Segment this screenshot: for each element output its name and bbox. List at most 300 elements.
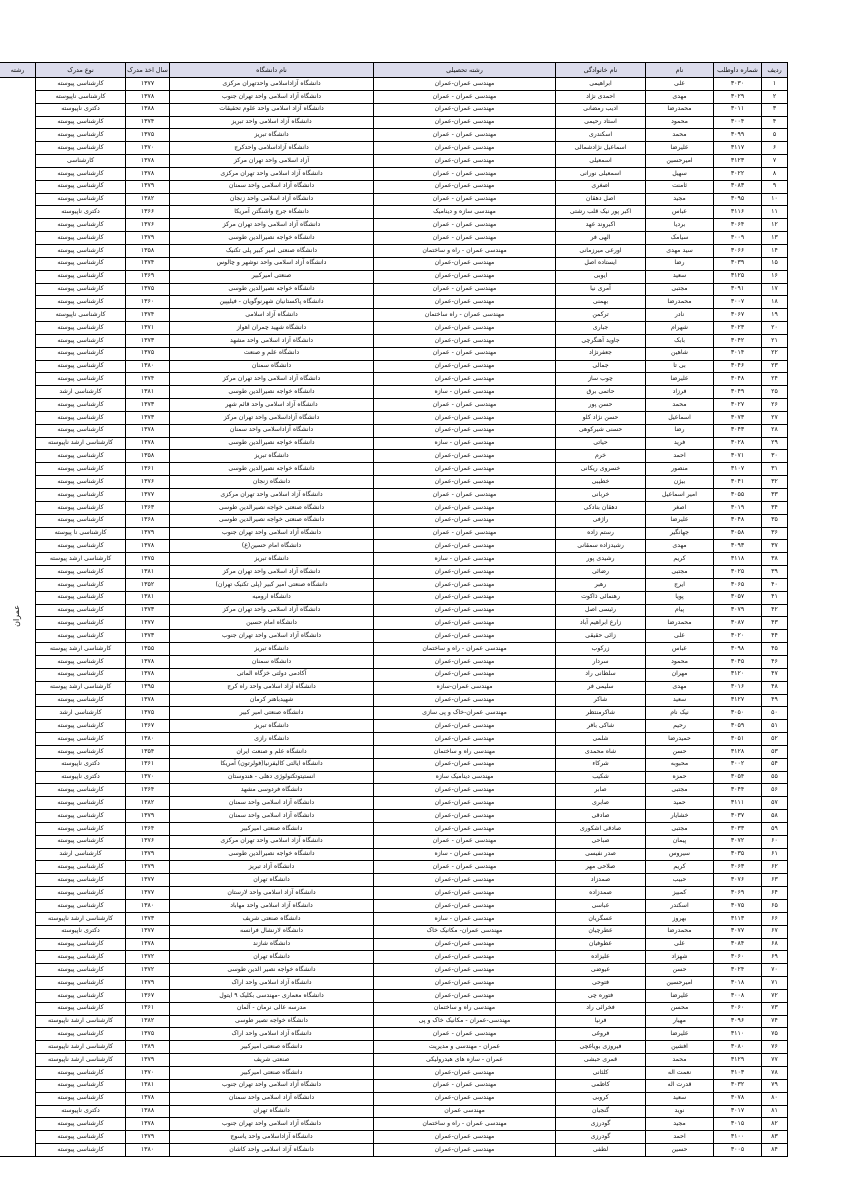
- cell-madrak: کارشناسی پیوسته: [36, 887, 126, 900]
- cell-radif: ۵۸: [762, 810, 788, 823]
- cell-radif: ۴۸: [762, 681, 788, 694]
- cell-radif: ۲۲: [762, 347, 788, 360]
- cell-sal: ۱۳۶۷: [126, 720, 170, 733]
- table-row: [0, 668, 788, 681]
- table-row: [0, 1054, 788, 1067]
- cell-madrak: کارشناسی پیوسته: [36, 193, 126, 206]
- table-row: [0, 232, 788, 245]
- cell-shomare: ۳۰۱۷: [714, 1105, 762, 1118]
- cell-nam: عباس: [646, 206, 714, 219]
- cell-family: اکبر پور نیک قلب رشتی: [556, 206, 646, 219]
- cell-madrak: کارشناسی پیوسته: [36, 566, 126, 579]
- table-row: [0, 424, 788, 437]
- cell-sal: ۱۳۷۹: [126, 1131, 170, 1144]
- cell-nam: ایرج: [646, 578, 714, 591]
- cell-shomare: ۳۰۱۹: [714, 501, 762, 514]
- cell-madrak: کارشناسی پیوسته: [36, 630, 126, 643]
- cell-madrak: کارشناسی پیوسته: [36, 874, 126, 887]
- cell-nam: مجید: [646, 193, 714, 206]
- cell-reshteh: مهندسی عمران-عمران: [374, 964, 556, 977]
- cell-madrak: کارشناسی پیوسته: [36, 1002, 126, 1015]
- cell-radif: ۳: [762, 103, 788, 116]
- cell-nam: علیرضا: [646, 989, 714, 1002]
- cell-daneshgah: دانشگاه خواجه نصیرالدین طوسی: [170, 848, 374, 861]
- cell-radif: ۵۵: [762, 771, 788, 784]
- cell-reshteh: مهندسی عمران-عمران: [374, 874, 556, 887]
- cell-nam: بیژن: [646, 476, 714, 489]
- cell-radif: ۶۹: [762, 951, 788, 964]
- cell-madrak: کارشناسی پیوسته: [36, 1066, 126, 1079]
- cell-sal: ۱۳۶۷: [126, 989, 170, 1002]
- cell-reshteh: مهندسی عمران-عمران: [374, 296, 556, 309]
- cell-madrak: کارشناسی پیوسته: [36, 463, 126, 476]
- cell-radif: ۲: [762, 90, 788, 103]
- cell-radif: ۴۷: [762, 668, 788, 681]
- cell-madrak: کارشناسی پیوسته: [36, 540, 126, 553]
- cell-nam: علیرضا: [646, 1028, 714, 1041]
- cell-madrak: کارشناسی پیوسته: [36, 1079, 126, 1092]
- cell-radif: ۵۴: [762, 758, 788, 771]
- cell-shomare: ۳۱۲۵: [714, 270, 762, 283]
- cell-nam: مجید: [646, 1118, 714, 1131]
- cell-shomare: ۳۰۴۸: [714, 514, 762, 527]
- table-row: [0, 78, 788, 91]
- cell-shomare: ۳۰۱۸: [714, 977, 762, 990]
- cell-family: ترکمن: [556, 309, 646, 322]
- table-row: [0, 951, 788, 964]
- cell-family: دهقان بنادکی: [556, 501, 646, 514]
- cell-daneshgah: دانشگاه آزاد اسلامی واحد سمنان: [170, 797, 374, 810]
- cell-sal: ۱۳۷۷: [126, 489, 170, 502]
- cell-shomare: ۳۰۸۳: [714, 180, 762, 193]
- cell-daneshgah: صنعتی شریف: [170, 1054, 374, 1067]
- cell-daneshgah: دانشگاه پاکستانیان شهرنوگویان - فیلیپین: [170, 296, 374, 309]
- cell-sal: ۱۳۷۸: [126, 90, 170, 103]
- cell-sal: ۱۳۸۸: [126, 1105, 170, 1118]
- cell-daneshgah: دانشگاه خواجه نصیرالدین طوسی: [170, 283, 374, 296]
- cell-reshteh: مهندسی عمران-عمران: [374, 1131, 556, 1144]
- cell-radif: ۵۱: [762, 720, 788, 733]
- cell-reshteh: مهندسی عمران-عمران: [374, 668, 556, 681]
- cell-daneshgah: آکادمی دولتی خزگاه الماتی: [170, 668, 374, 681]
- table-row: [0, 411, 788, 424]
- cell-nam: شهرام: [646, 322, 714, 335]
- cell-reshteh: مهندسی عمران-سازه: [374, 681, 556, 694]
- table-row: [0, 797, 788, 810]
- cell-daneshgah: دانشگاه خواجه نصیرالدین طوسی: [170, 463, 374, 476]
- cell-nam: سعید: [646, 694, 714, 707]
- cell-shomare: ۳۰۲۳: [714, 322, 762, 335]
- cell-shomare: ۳۱۲۰: [714, 668, 762, 681]
- cell-family: فیروزی بویاغچی: [556, 1041, 646, 1054]
- cell-family: صابر: [556, 784, 646, 797]
- cell-radif: ۶۷: [762, 925, 788, 938]
- cell-group-discipline: [0, 78, 36, 1157]
- cell-radif: ۴۳: [762, 617, 788, 630]
- cell-sal: ۱۳۷۵: [126, 283, 170, 296]
- cell-daneshgah: دانشگاه آزاد اسلامی: [170, 309, 374, 322]
- cell-daneshgah: دانشگاه امام حسین(ع): [170, 540, 374, 553]
- cell-radif: ۳۰: [762, 450, 788, 463]
- cell-reshteh: عمران - سازه های هیدرولیکی: [374, 1054, 556, 1067]
- cell-nam: شهزاد: [646, 951, 714, 964]
- cell-shomare: ۳۰۳۰: [714, 78, 762, 91]
- cell-reshteh: مهندسی عمران-عمران: [374, 450, 556, 463]
- cell-reshteh: مهندسی عمران - سازه: [374, 848, 556, 861]
- cell-daneshgah: دانشگاه آزاداسلامی واحدتهران مرکزی: [170, 78, 374, 91]
- cell-reshteh: مهندسی عمران: [374, 1105, 556, 1118]
- col-header-family: نام خانوادگی: [556, 63, 646, 78]
- cell-madrak: کارشناسی پیوسته: [36, 167, 126, 180]
- cell-radif: ۳۸: [762, 553, 788, 566]
- cell-radif: ۶۸: [762, 938, 788, 951]
- cell-reshteh: مهندسی عمران-عمران: [374, 822, 556, 835]
- cell-shomare: ۳۱۱۸: [714, 553, 762, 566]
- cell-sal: ۱۳۷۷: [126, 617, 170, 630]
- cell-shomare: ۳۱۲۷: [714, 694, 762, 707]
- cell-nam: خشایار: [646, 810, 714, 823]
- cell-nam: عباس: [646, 643, 714, 656]
- cell-shomare: ۳۰۰۴: [714, 116, 762, 129]
- table-row: [0, 707, 788, 720]
- cell-family: الهی فر: [556, 232, 646, 245]
- cell-reshteh: مهندسی راه و ساختمان: [374, 745, 556, 758]
- cell-family: رهبر: [556, 578, 646, 591]
- cell-radif: ۵۳: [762, 745, 788, 758]
- cell-shomare: ۳۰۸۷: [714, 617, 762, 630]
- cell-reshteh: مهندسی عمران - سازه: [374, 386, 556, 399]
- cell-family: صمدزاد: [556, 874, 646, 887]
- cell-radif: ۷۶: [762, 1041, 788, 1054]
- table-row: [0, 900, 788, 913]
- cell-nam: مهدی: [646, 681, 714, 694]
- cell-sal: ۱۳۷۸: [126, 655, 170, 668]
- cell-family: شلمی: [556, 733, 646, 746]
- cell-radif: ۲۹: [762, 437, 788, 450]
- table-row: [0, 912, 788, 925]
- cell-reshteh: مهندسی عمران - عمران: [374, 835, 556, 848]
- cell-sal: ۱۳۷۳: [126, 630, 170, 643]
- cell-sal: ۱۳۵۴: [126, 745, 170, 758]
- cell-nam: مجتبی: [646, 283, 714, 296]
- col-header-group: رشته: [0, 63, 36, 78]
- cell-reshteh: مهندسی عمران - راه ساختمان: [374, 309, 556, 322]
- cell-family: احمدی نژاد: [556, 90, 646, 103]
- cell-sal: ۱۳۷۹: [126, 527, 170, 540]
- cell-nam: جهانگیر: [646, 527, 714, 540]
- cell-shomare: ۳۰۲۸: [714, 437, 762, 450]
- cell-reshteh: مهندسی سازه و دینامیک: [374, 206, 556, 219]
- cell-family: شاکر: [556, 694, 646, 707]
- cell-daneshgah: دانشگاه سمنان: [170, 655, 374, 668]
- cell-reshteh: مهندسی عمران-عمران: [374, 733, 556, 746]
- cell-shomare: ۳۱۱۳: [714, 912, 762, 925]
- cell-sal: ۱۳۷۵: [126, 553, 170, 566]
- cell-daneshgah: دانشگاه آزاد اسلامی واحد تهران مرکزی: [170, 167, 374, 180]
- cell-sal: ۱۳۷۸: [126, 1118, 170, 1131]
- cell-sal: ۱۳۷۵: [126, 347, 170, 360]
- cell-madrak: کارشناسی پیوسته: [36, 578, 126, 591]
- cell-radif: ۱۵: [762, 257, 788, 270]
- cell-reshteh: مهندسی عمران-عمران: [374, 720, 556, 733]
- cell-daneshgah: دانشگاه شهید چمران اهواز: [170, 322, 374, 335]
- cell-madrak: کارشناسی پیوسته: [36, 1028, 126, 1041]
- cell-nam: علی: [646, 630, 714, 643]
- cell-nam: شاهین: [646, 347, 714, 360]
- table-row: [0, 103, 788, 116]
- table-header-row: [0, 63, 788, 78]
- cell-radif: ۱: [762, 78, 788, 91]
- cell-nam: محمد: [646, 1054, 714, 1067]
- cell-reshteh: مهندسی عمران - عمران: [374, 283, 556, 296]
- cell-shomare: ۳۰۹۸: [714, 643, 762, 656]
- cell-nam: منصور: [646, 463, 714, 476]
- cell-sal: ۱۳۷۷: [126, 78, 170, 91]
- cell-sal: ۱۳۷۵: [126, 707, 170, 720]
- cell-shomare: ۳۱۲۹: [714, 1054, 762, 1067]
- cell-sal: ۱۳۸۲: [126, 193, 170, 206]
- cell-sal: ۱۳۷۹: [126, 848, 170, 861]
- cell-radif: ۵۰: [762, 707, 788, 720]
- table-row: [0, 476, 788, 489]
- table-row: [0, 1118, 788, 1131]
- table-row: [0, 489, 788, 502]
- cell-reshteh: مهندسی عمران-عمران: [374, 989, 556, 1002]
- cell-reshteh: مهندسی عمران-عمران: [374, 476, 556, 489]
- cell-madrak: دکتری ناپیوسته: [36, 103, 126, 116]
- cell-family: لطفی: [556, 1144, 646, 1157]
- table-row: [0, 527, 788, 540]
- cell-sal: ۱۳۷۶: [126, 835, 170, 848]
- cell-sal: ۱۳۸۲: [126, 1015, 170, 1028]
- cell-shomare: ۳۰۶۹: [714, 887, 762, 900]
- cell-daneshgah: دانشگاه تهران: [170, 951, 374, 964]
- cell-radif: ۳۳: [762, 489, 788, 502]
- cell-nam: حمزه: [646, 771, 714, 784]
- cell-shomare: ۳۰۳۵: [714, 848, 762, 861]
- cell-radif: ۲۸: [762, 424, 788, 437]
- cell-radif: ۲۴: [762, 373, 788, 386]
- cell-radif: ۱۳: [762, 232, 788, 245]
- col-header-daneshgah: نام دانشگاه: [170, 63, 374, 78]
- cell-madrak: کارشناسی پیوسته: [36, 257, 126, 270]
- cell-sal: ۱۳۵۸: [126, 450, 170, 463]
- table-row: [0, 771, 788, 784]
- cell-family: حسن نژاد کلو: [556, 411, 646, 424]
- cell-family: راژفی: [556, 514, 646, 527]
- cell-nam: محمدرضا: [646, 925, 714, 938]
- cell-family: اسمعیلی: [556, 155, 646, 168]
- cell-shomare: ۳۱۱۶: [714, 206, 762, 219]
- cell-daneshgah: دانشگاه فردوسی مشهد: [170, 784, 374, 797]
- cell-shomare: ۳۱۲۸: [714, 745, 762, 758]
- cell-madrak: کارشناسی پیوسته: [36, 822, 126, 835]
- cell-daneshgah: دانشگاه آزاد تبریز: [170, 861, 374, 874]
- cell-shomare: ۳۰۹۱: [714, 283, 762, 296]
- cell-nam: علی: [646, 78, 714, 91]
- cell-daneshgah: دانشگاه آزاد اسلامی واحد سمنان: [170, 1092, 374, 1105]
- table-row: [0, 501, 788, 514]
- table-row: [0, 861, 788, 874]
- cell-madrak: کارشناسی پیوسته: [36, 399, 126, 412]
- cell-madrak: کارشناسی ارشد ناپیوسته: [36, 1041, 126, 1054]
- cell-daneshgah: دانشگاه علم و صنعت ایران: [170, 745, 374, 758]
- table-row: [0, 1002, 788, 1015]
- cell-nam: حسین: [646, 1144, 714, 1157]
- cell-radif: ۱۰: [762, 193, 788, 206]
- cell-family: صادقی اشکوری: [556, 822, 646, 835]
- cell-madrak: کارشناسی ارشد: [36, 707, 126, 720]
- cell-radif: ۴۹: [762, 694, 788, 707]
- cell-sal: ۱۳۸۰: [126, 1144, 170, 1157]
- cell-sal: ۱۳۶۰: [126, 296, 170, 309]
- cell-reshteh: مهندسی عمران - سازه: [374, 553, 556, 566]
- table-body: [0, 78, 788, 1157]
- candidates-table-container: [0, 62, 788, 1157]
- cell-shomare: ۳۰۶۴: [714, 219, 762, 232]
- cell-radif: ۳۷: [762, 540, 788, 553]
- cell-shomare: ۳۰۷۱: [714, 450, 762, 463]
- cell-daneshgah: دانشگاه صنعتی امیر کبیر: [170, 707, 374, 720]
- table-row: [0, 514, 788, 527]
- cell-reshteh: مهندسی عمران - راه و ساختمان: [374, 643, 556, 656]
- cell-family: اسکندری: [556, 129, 646, 142]
- cell-radif: ۴۰: [762, 578, 788, 591]
- cell-shomare: ۳۰۴۴: [714, 784, 762, 797]
- cell-shomare: ۳۰۱۶: [714, 681, 762, 694]
- cell-nam: رحیم: [646, 720, 714, 733]
- cell-nam: علیرضا: [646, 514, 714, 527]
- cell-nam: علیرضا: [646, 142, 714, 155]
- table-row: [0, 540, 788, 553]
- cell-reshteh: مهندسی عمران-عمران: [374, 424, 556, 437]
- cell-sal: ۱۳۶۱: [126, 1002, 170, 1015]
- cell-daneshgah: دانشگاه آزاد اسلامی واحد تهران مرکزی: [170, 489, 374, 502]
- cell-reshteh: مهندسی عمران-عمران: [374, 373, 556, 386]
- cell-family: جباری: [556, 322, 646, 335]
- cell-reshteh: مهندسی عمران- مکانیک خاک: [374, 925, 556, 938]
- cell-radif: ۸۲: [762, 1118, 788, 1131]
- cell-daneshgah: دانشگاه آزاداسلامی واحد تهران مرکز: [170, 411, 374, 424]
- cell-reshteh: مهندسی عمران-عمران: [374, 977, 556, 990]
- cell-radif: ۶۲: [762, 861, 788, 874]
- table-row: [0, 129, 788, 142]
- cell-radif: ۶۵: [762, 900, 788, 913]
- cell-nam: کریم: [646, 861, 714, 874]
- cell-reshteh: مهندسی عمران - عمران: [374, 193, 556, 206]
- table-row: [0, 373, 788, 386]
- cell-sal: ۱۳۷۷: [126, 887, 170, 900]
- cell-daneshgah: دانشگاه خواجه نصیر طوسی: [170, 1015, 374, 1028]
- cell-radif: ۵۷: [762, 797, 788, 810]
- cell-madrak: کارشناسی پیوسته: [36, 1131, 126, 1144]
- cell-radif: ۸: [762, 167, 788, 180]
- cell-nam: نوید: [646, 1105, 714, 1118]
- cell-sal: ۱۳۷۸: [126, 668, 170, 681]
- cell-shomare: ۳۰۴۱: [714, 476, 762, 489]
- cell-daneshgah: دانشگاه رازی: [170, 733, 374, 746]
- cell-shomare: ۳۰۷۹: [714, 604, 762, 617]
- cell-daneshgah: دانشگاه سمنان: [170, 360, 374, 373]
- cell-radif: ۲۵: [762, 386, 788, 399]
- cell-reshteh: مهندسی عمران - عمران: [374, 489, 556, 502]
- cell-reshteh: مهندسی عمران-عمران: [374, 938, 556, 951]
- cell-reshteh: مهندسی عمران-عمران: [374, 334, 556, 347]
- cell-radif: ۷۱: [762, 977, 788, 990]
- cell-radif: ۵: [762, 129, 788, 142]
- cell-family: شاکرمنتظر: [556, 707, 646, 720]
- cell-nam: ثامنت: [646, 180, 714, 193]
- table-row: [0, 193, 788, 206]
- cell-madrak: کارشناسی پیوسته: [36, 347, 126, 360]
- cell-radif: ۴۲: [762, 604, 788, 617]
- cell-nam: علیرضا: [646, 373, 714, 386]
- table-row: [0, 90, 788, 103]
- cell-sal: ۱۳۷۸: [126, 694, 170, 707]
- cell-sal: ۱۳۹۵: [126, 681, 170, 694]
- cell-nam: محمدرضا: [646, 617, 714, 630]
- cell-reshteh: مهندسی عمران-عمران: [374, 1066, 556, 1079]
- cell-shomare: ۳۰۲۴: [714, 964, 762, 977]
- cell-nam: رضا: [646, 424, 714, 437]
- cell-madrak: کارشناسی پیوسته: [36, 964, 126, 977]
- table-row: [0, 655, 788, 668]
- table-row: [0, 630, 788, 643]
- cell-nam: علی: [646, 938, 714, 951]
- cell-reshteh: مهندسی عمران-عمران: [374, 887, 556, 900]
- table-row: [0, 964, 788, 977]
- cell-radif: ۳۴: [762, 501, 788, 514]
- cell-nam: فرزاد: [646, 386, 714, 399]
- cell-madrak: کارشناسی پیوسته: [36, 322, 126, 335]
- table-row: [0, 925, 788, 938]
- cell-reshteh: مهندسی عمران-عمران: [374, 411, 556, 424]
- cell-shomare: ۳۰۴۵: [714, 655, 762, 668]
- cell-radif: ۶۰: [762, 835, 788, 848]
- cell-radif: ۱۴: [762, 244, 788, 257]
- cell-reshteh: مهندسی عمران-عمران: [374, 1144, 556, 1157]
- cell-reshteh: مهندسی راه و ساختمان: [374, 1002, 556, 1015]
- cell-nam: محمود: [646, 655, 714, 668]
- cell-sal: ۱۳۶۹: [126, 270, 170, 283]
- cell-sal: ۱۳۶۴: [126, 784, 170, 797]
- table-row: [0, 977, 788, 990]
- cell-reshteh: مهندسی عمران-عمران: [374, 463, 556, 476]
- cell-nam: حسن: [646, 745, 714, 758]
- table-row: [0, 360, 788, 373]
- cell-nam: پیمان: [646, 835, 714, 848]
- cell-sal: ۱۳۸۰: [126, 733, 170, 746]
- cell-family: ایوبی: [556, 270, 646, 283]
- table-row: [0, 733, 788, 746]
- cell-shomare: ۳۰۶۶: [714, 244, 762, 257]
- cell-sal: ۱۳۷۱: [126, 322, 170, 335]
- cell-madrak: کارشناسی پیوسته: [36, 938, 126, 951]
- cell-nam: سعید: [646, 270, 714, 283]
- cell-madrak: کارشناسی پیوسته: [36, 450, 126, 463]
- cell-shomare: ۳۰۰۹: [714, 232, 762, 245]
- candidates-table: [0, 62, 788, 1157]
- cell-nam: مهران: [646, 668, 714, 681]
- cell-daneshgah: دانشگاه علم و صنعت: [170, 347, 374, 360]
- cell-daneshgah: دانشگاه زنجان: [170, 476, 374, 489]
- cell-radif: ۳۱: [762, 463, 788, 476]
- cell-family: اسماعیل نژادشمالی: [556, 142, 646, 155]
- cell-reshteh: مهندسی عمران - عمران: [374, 232, 556, 245]
- cell-reshteh: مهندسی عمران - راه و ساختمان: [374, 244, 556, 257]
- cell-radif: ۵۶: [762, 784, 788, 797]
- cell-daneshgah: شهیدباهنر کرمان: [170, 694, 374, 707]
